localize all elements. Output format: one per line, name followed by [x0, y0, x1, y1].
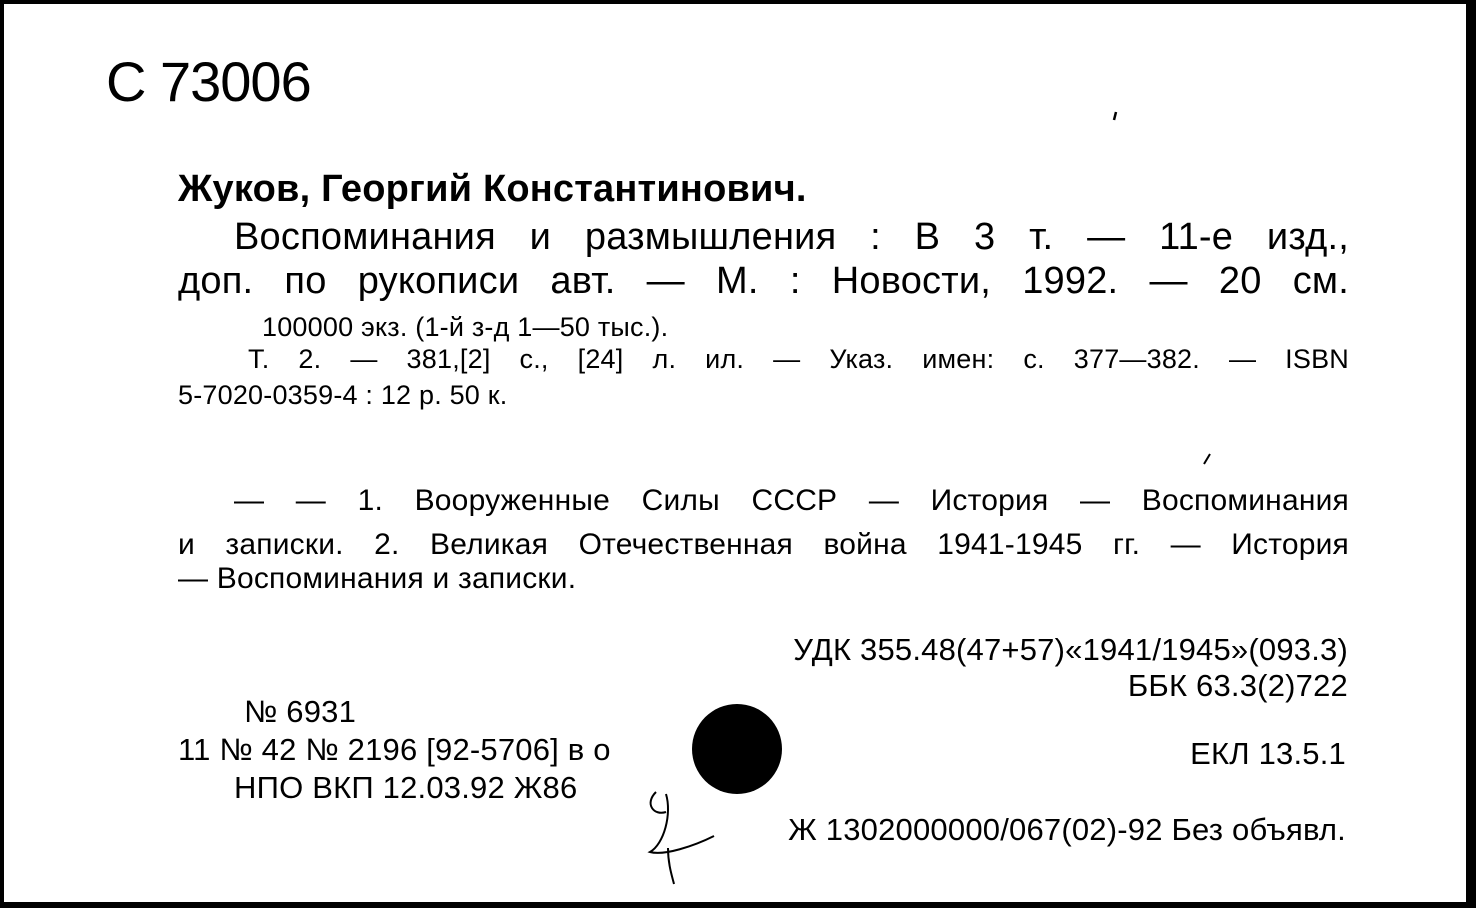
ekl-classification: ЕКЛ 13.5.1: [1190, 736, 1346, 771]
order-number-line-3: НПО ВКП 12.03.92 Ж86: [234, 770, 578, 805]
call-number: С 73006: [106, 50, 311, 113]
volume-line-2: 5-7020-0359-4 : 12 р. 50 к.: [178, 380, 508, 410]
order-number-line-1: № 6931: [244, 694, 357, 729]
publication-code: Ж 1302000000/067(02)-92 Без объявл.: [788, 812, 1346, 847]
author-heading: Жуков, Георгий Константинович.: [178, 168, 807, 210]
bbk-classification: ББК 63.3(2)722: [1127, 668, 1348, 703]
order-number-line-2: 11 № 42 № 2196 [92-5706] в о: [178, 732, 611, 767]
volume-line-1: Т. 2. — 381,[2] с., [24] л. ил. — Указ. имен: с. 377—382. — ISBN: [248, 344, 1349, 374]
title-line-1: Воспоминания и размышления : В 3 т. — 11-е изд.,: [234, 216, 1349, 258]
udk-classification: УДК 355.48(47+57)«1941/1945»(093.3): [793, 632, 1348, 667]
subjects-line-1: — — 1. Вооруженные Силы СССР — История — Воспоминания: [234, 484, 1349, 517]
title-line-2: доп. по рукописи авт. — М. : Новости, 1992. — 20 см.: [178, 260, 1349, 302]
catalog-card: [4, 4, 1466, 902]
copies-line: 100000 экз. (1-й з-д 1—50 тыс.).: [262, 312, 669, 342]
subjects-line-3: — Воспоминания и записки.: [178, 562, 577, 595]
punch-hole-stamp: [692, 704, 782, 794]
subjects-line-2: и записки. 2. Великая Отечественная война 1941-1945 гг. — История: [178, 528, 1349, 561]
pencil-tick: [1204, 454, 1210, 464]
handwritten-mark: [650, 792, 714, 884]
pencil-dot: [1114, 112, 1116, 120]
